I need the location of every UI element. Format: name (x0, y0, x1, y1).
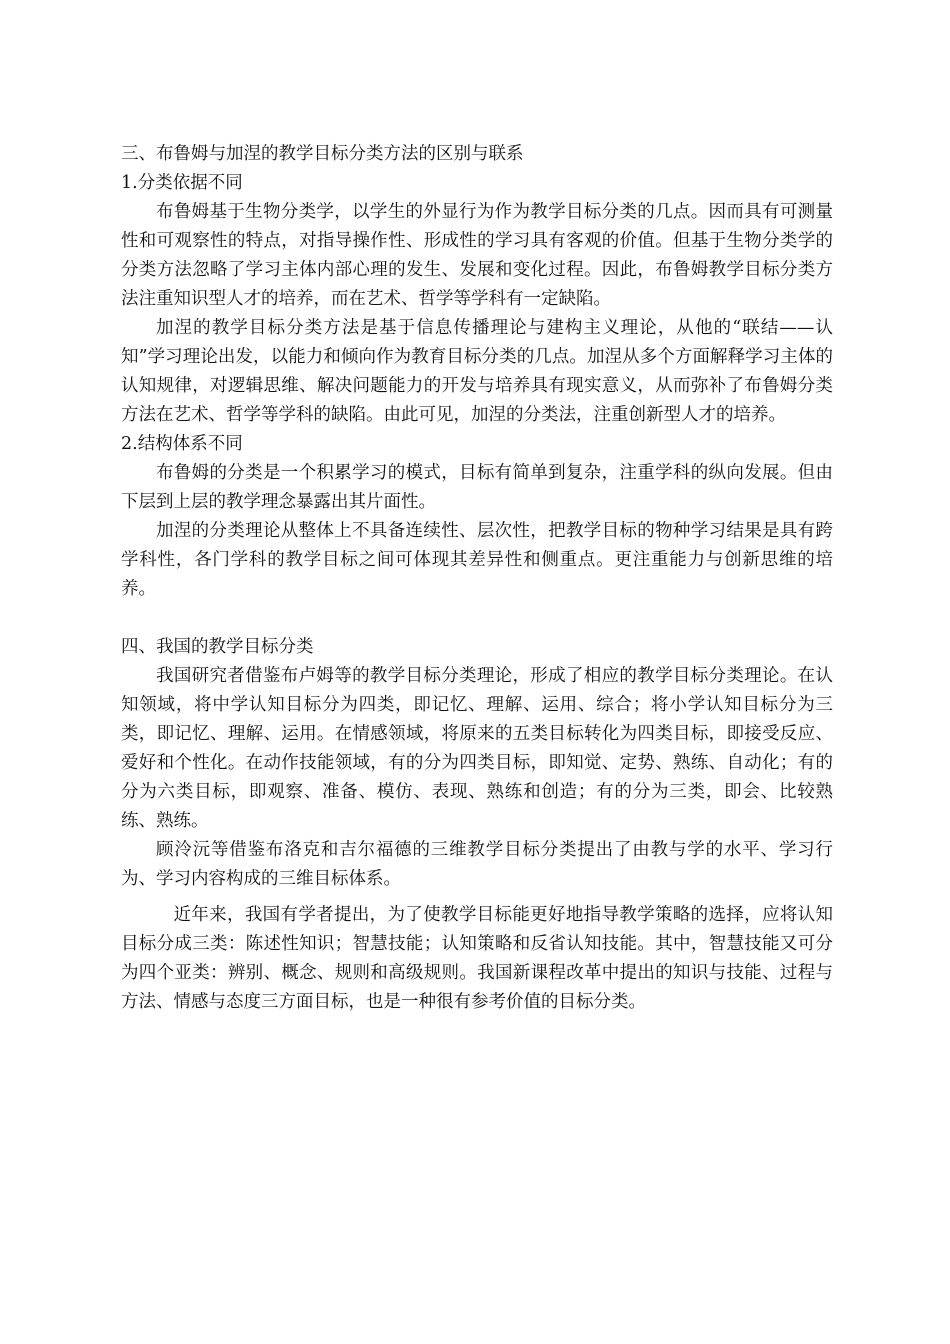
paragraph: 我国研究者借鉴布卢姆等的教学目标分类理论，形成了相应的教学目标分类理论。在认知领域，将中学认知目标分为四类，即记忆、理解、运用、综合；将小学认知目标分为三类，即记忆、理解、运用。在情感领域，将原来的五类目标转化为四类目标，即接受反应、爱好和个性化。在动作技能领域，有的分为四类目标，即知觉、定势、熟练、自动化；有的分为六类目标，即观察、准备、模仿、表现、熟练和创造；有的分为三类，即会、比较熟练、熟练。 (121, 666, 833, 831)
subsection-1-title: 1.分类依据不同 (121, 173, 243, 193)
paragraph: 顾泠沅等借鉴布洛克和吉尔福德的三维教学目标分类提出了由教与学的水平、学习行为、学习内容构成的三维目标体系。 (121, 840, 833, 889)
section-spacer (121, 604, 833, 633)
paragraph: 布鲁姆基于生物分类学，以学生的外显行为作为教学目标分类的几点。因而具有可测量性和可观察性的特点，对指导操作性、形成性的学习具有客观的价值。但基于生物分类学的分类方法忽略了学习主体内部心理的发生、发展和变化过程。因此，布鲁姆教学目标分类方法注重知识型人才的培养，而在艺术、哲学等学科有一定缺陷。 (121, 202, 833, 309)
section-3-title: 三、布鲁姆与加涅的教学目标分类方法的区别与联系 (121, 144, 524, 164)
paragraph: 布鲁姆的分类是一个积累学习的模式，目标有简单到复杂，注重学科的纵向发展。但由下层到上层的教学理念暴露出其片面性。 (121, 463, 833, 512)
section-4-title: 四、我国的教学目标分类 (121, 637, 314, 657)
paragraph: 加涅的分类理论从整体上不具备连续性、层次性，把教学目标的物种学习结果是具有跨学科性，各门学科的教学目标之间可体现其差异性和侧重点。更注重能力与创新思维的培养。 (121, 521, 833, 599)
document-page (121, 140, 833, 1017)
paragraph: 加涅的教学目标分类方法是基于信息传播理论与建构主义理论，从他的“联结——认知”学习理论出发，以能力和倾向作为教育目标分类的几点。加涅从多个方面解释学习主体的认知规律，对逻辑思维、解决问题能力的开发与培养具有现实意义，从而弥补了布鲁姆分类方法在艺术、哲学等学科的缺陷。由此可见，加涅的分类法，注重创新型人才的培养。 (121, 318, 833, 425)
subsection-2-title: 2.结构体系不同 (121, 434, 243, 454)
paragraph-spacer (121, 894, 833, 901)
paragraph: 近年来，我国有学者提出，为了使教学目标能更好地指导教学策略的选择，应将认知目标分成三类：陈述性知识；智慧技能；认知策略和反省认知技能。其中，智慧技能又可分为四个亚类：辨别、概念、规则和高级规则。我国新课程改革中提出的知识与技能、过程与方法、情感与态度三方面目标，也是一种很有参考价值的目标分类。 (121, 905, 833, 1012)
